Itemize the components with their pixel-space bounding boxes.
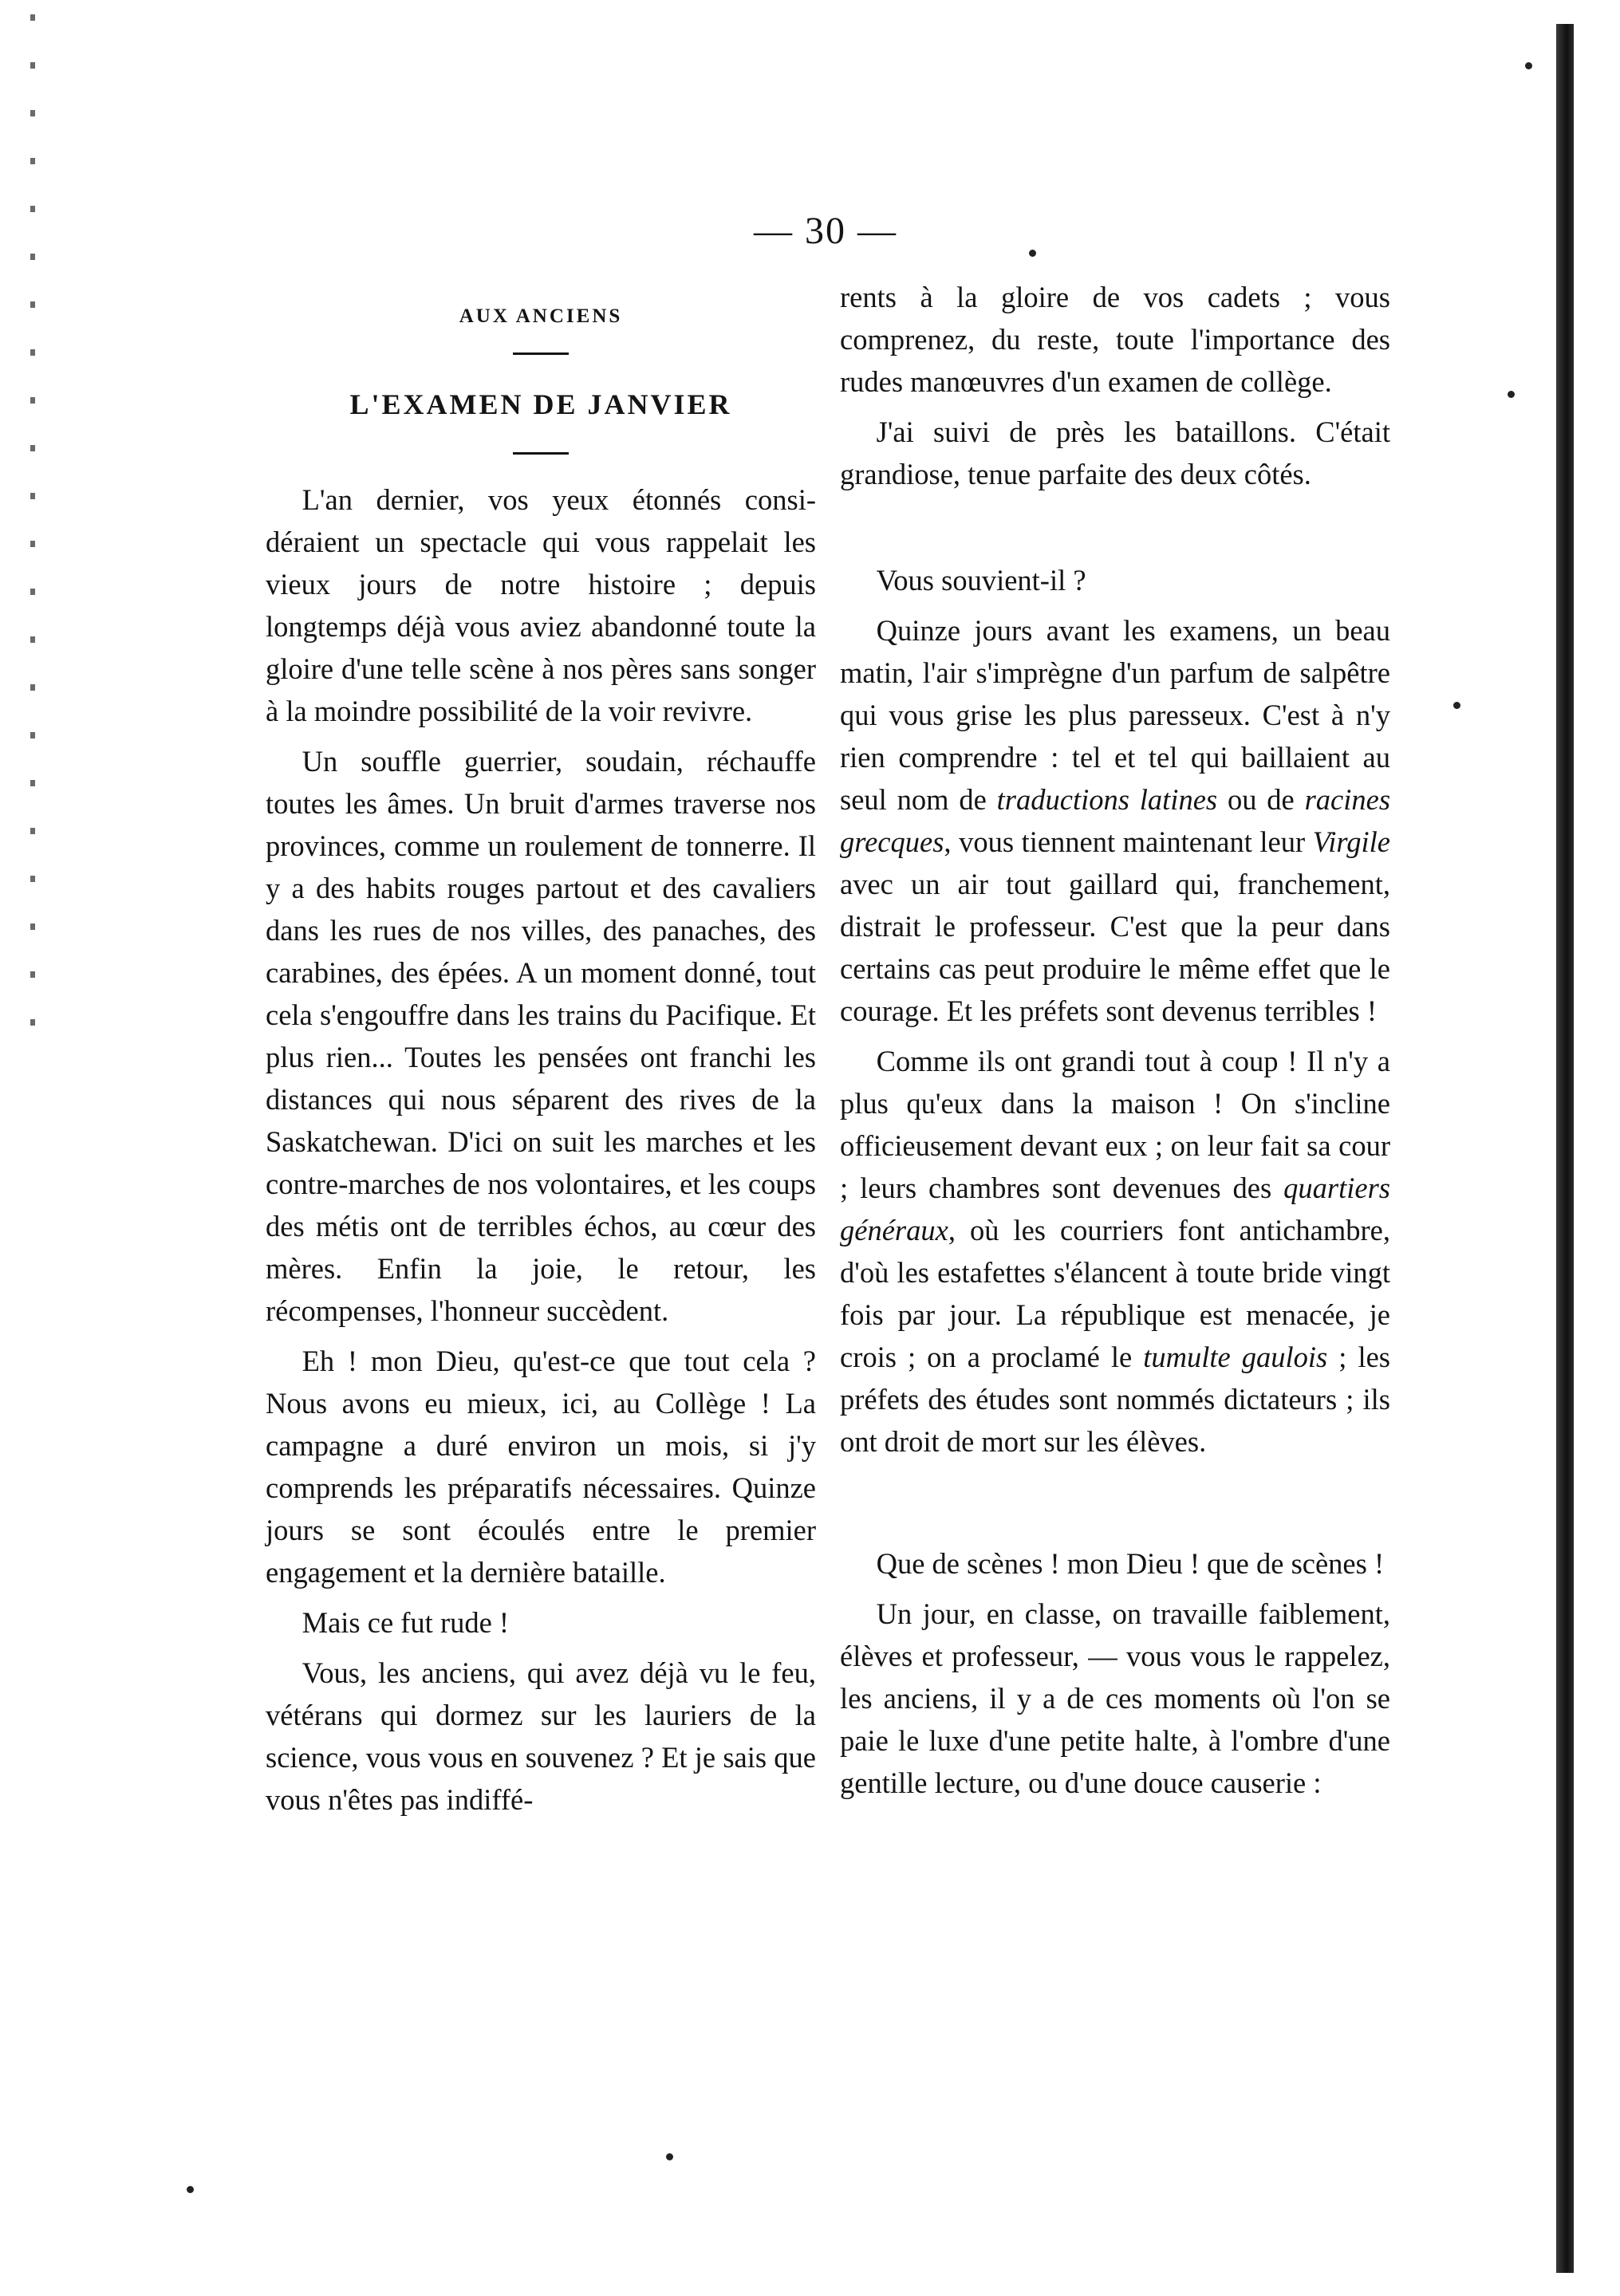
page-number: — 30 — xyxy=(754,210,897,252)
text-run: avec un air tout gaillard qui, franchement, distrait le professeur. C'est que la peur dans certains cas peut produire le même effet que le courage. Et les préfets sont devenus terribles ! xyxy=(840,868,1390,1027)
paragraph: Vous souvient-il ? xyxy=(876,564,1086,597)
text-run: ou de xyxy=(1217,783,1305,816)
italic-phrase: Virgile xyxy=(1312,825,1390,858)
scan-speck xyxy=(1029,250,1036,257)
italic-phrase: quartiers généraux xyxy=(840,1172,1390,1246)
paragraph: rents à la gloire de vos cadets ; vous comprenez, du reste, toute l'importance des rudes manœuvres d'un examen de collège. xyxy=(840,281,1390,398)
text-run: ; les préfets des études sont nommés dictateurs ; ils ont droit de mort sur les élèves. xyxy=(840,1341,1390,1458)
paragraph: J'ai suivi de près les bataillons. C'était grandiose, tenue parfaite des deux côtés. xyxy=(840,415,1390,490)
paragraph-gap xyxy=(840,1471,1390,1542)
article-title: L'EXAMEN DE JANVIER xyxy=(349,388,732,420)
scan-speck xyxy=(1508,391,1515,398)
italic-phrase: traductions latines xyxy=(996,783,1218,816)
text-run: Quinze jours avant les examens, un beau matin, l'air s'imprègne d'un parfum de salpêtre qui vous grise les plus paresseux. C'est à n'y rien comprendre : tel et tel qui baillaient au seul nom de xyxy=(840,614,1390,816)
scan-speck xyxy=(1453,702,1460,709)
paragraph: L'an dernier, vos yeux étonnés considéraient un spectacle qui vous rappelait les vieux jours de notre histoire ; depuis longtemps déjà vous aviez abandonné toute la gloire d'une telle scène à nos pères sans songer à la moindre possibilité de la voir revivre. xyxy=(266,483,816,727)
left-column xyxy=(266,287,816,1829)
paragraph: Que de scènes ! mon Dieu ! que de scènes ! xyxy=(876,1547,1385,1580)
scan-speck xyxy=(666,2153,673,2160)
paragraph: Un jour, en classe, on travaille faiblement, élèves et professeur, — vous vous le rappelez, les anciens, il y a de ces moments où l'on se paie le luxe d'une petite halte, à l'ombre d'une gentille lecture, ou d'une douce causerie : xyxy=(840,1597,1390,1799)
paragraph: Un souffle guerrier, soudain, réchauffe toutes les âmes. Un bruit d'armes traverse nos provinces, comme un roulement de tonnerre. Il y a des habits rouges partout et des cavaliers dans les rues de nos villes, des panaches, des carabines, des épées. A un moment donné, tout cela s'engouffre dans les trains du Pacifique. Et plus rien... Toutes les pensées ont franchi les distances qui nous séparent des rives de la Saskatchewan. D'ici on suit les marches et les contre-marches de nos volontaires, et les coups des métis ont de terribles échos, au cœur des mères. Enfin la joie, le retour, les récompenses, l'honneur succèdent. xyxy=(266,745,816,1327)
paragraph xyxy=(840,1040,1390,1463)
paragraph xyxy=(840,609,1390,1032)
scan-speck xyxy=(187,2186,194,2193)
paragraph: Vous, les anciens, qui avez déjà vu le feu, vétérans qui dormez sur les lauriers de la science, vous vous en souvenez ? Et je sais que vous n'êtes pas indiffé- xyxy=(266,1656,816,1816)
scan-speck xyxy=(1525,62,1532,69)
section-kicker: AUX ANCIENS xyxy=(459,305,623,327)
paragraph-gap xyxy=(840,503,1390,559)
divider-rule xyxy=(513,352,569,355)
paragraph: Eh ! mon Dieu, qu'est-ce que tout cela ? Nous avons eu mieux, ici, au Collège ! La campagne a duré environ un mois, si j'y comprends les préparatifs nécessaires. Quinze jours se sont écoulés entre le premier engagement et la dernière bataille. xyxy=(266,1345,816,1589)
text-run: , où les courriers font antichambre, d'où les estafettes s'élancent à toute bride vingt fois par jour. La république est menacée, je crois ; on a proclamé le xyxy=(840,1214,1390,1373)
paragraph: Mais ce fut rude ! xyxy=(302,1606,510,1639)
right-column xyxy=(840,276,1390,1812)
divider-rule xyxy=(513,452,569,455)
italic-phrase: racines grecques xyxy=(840,783,1391,858)
scan-edge-right xyxy=(1556,24,1574,2273)
scan-edge-left xyxy=(30,0,35,1037)
italic-phrase: tumulte gaulois xyxy=(1143,1341,1328,1373)
text-run: Comme ils ont grandi tout à coup ! Il n'y a plus qu'eux dans la maison ! On s'incline officieusement devant eux ; on leur fait sa cour ; leurs chambres sont devenues des xyxy=(840,1045,1390,1204)
text-run: , vous tiennent maintenant leur xyxy=(944,825,1313,858)
